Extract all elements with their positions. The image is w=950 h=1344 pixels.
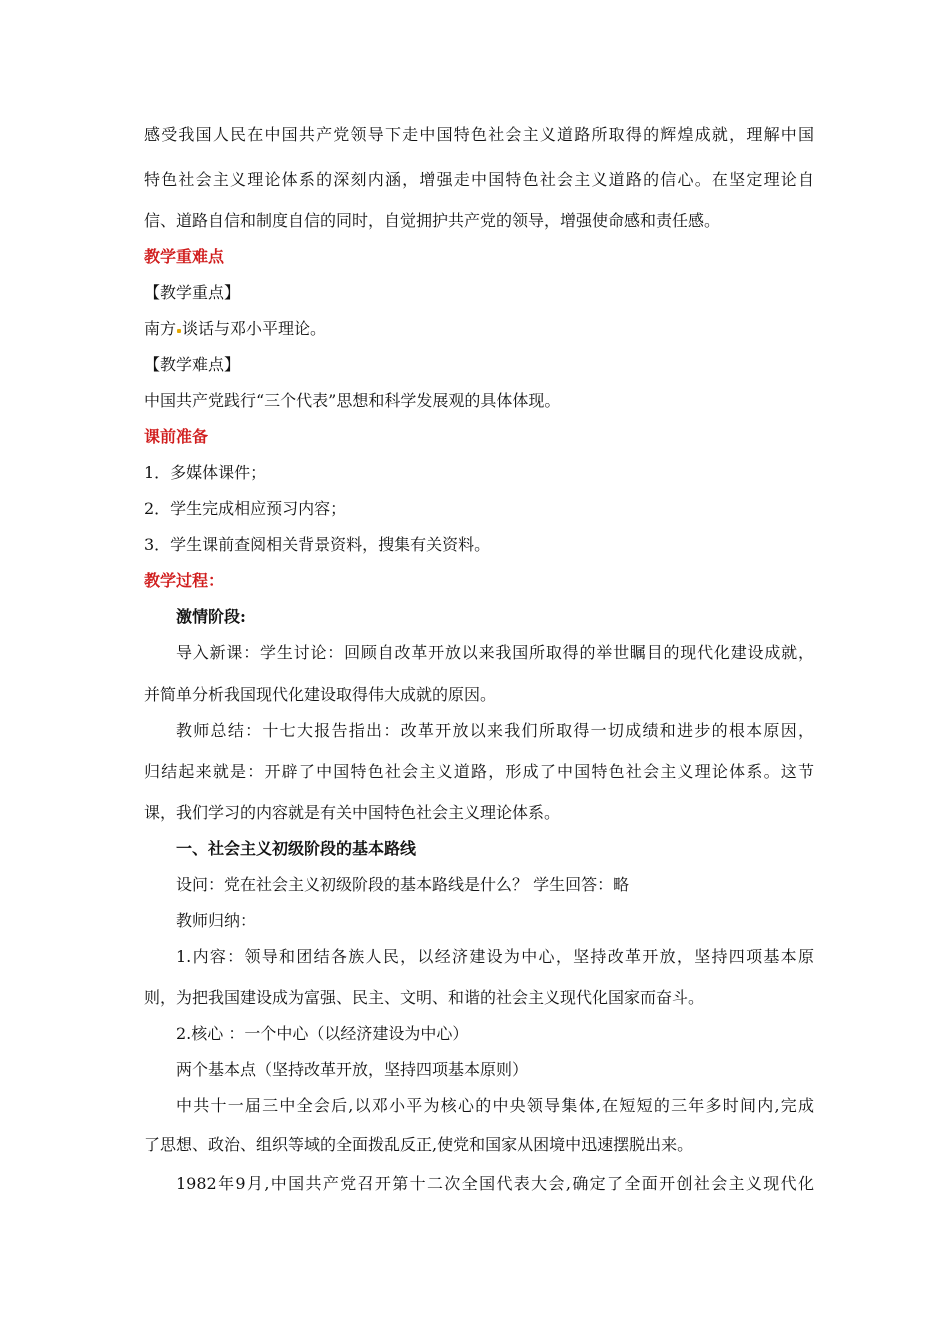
difficulty-text: 中国共产党践行“三个代表”思想和科学发展观的具体体现。 xyxy=(144,391,561,410)
heading-key-difficulties: 教学重难点 xyxy=(144,247,225,266)
focus-text-part: 南方 xyxy=(144,319,177,338)
heading-process: 教学过程： xyxy=(144,571,225,590)
history-line: 1982年9月,中国共产党召开第十二次全国代表大会,确定了全面开创社会主义现代化 xyxy=(176,1174,814,1193)
body-line: 信、道路自信和制度自信的同时，自觉拥护共产党的领导，增强使命感和责任感。 xyxy=(144,211,721,230)
stage-title: 激情阶段: xyxy=(176,607,246,626)
difficulty-label: 【教学难点】 xyxy=(144,355,241,374)
intro-line: 并简单分析我国现代化建设取得伟大成就的原因。 xyxy=(144,685,497,704)
focus-label: 【教学重点】 xyxy=(144,283,241,302)
core-line: 2.核心 ：一个中心（以经济建设为中心） xyxy=(176,1024,469,1043)
content-line: 则，为把我国建设成为富强、民主、文明、和谐的社会主义现代化国家而奋斗。 xyxy=(144,988,705,1007)
focus-text-part: 谈话与邓小平理论。 xyxy=(182,319,327,338)
mark-icon xyxy=(177,329,181,333)
prep-item: 2．学生完成相应预习内容； xyxy=(144,499,347,518)
prep-item: 3．学生课前查阅相关背景资料，搜集有关资料。 xyxy=(144,535,491,554)
teacher-summary-label: 教师归纳： xyxy=(176,911,257,930)
summary-line: 归结起来就是：开辟了中国特色社会主义道路，形成了中国特色社会主义理论体系。这节 xyxy=(144,762,814,781)
heading-preparation: 课前准备 xyxy=(144,427,209,446)
prep-item: 1．多媒体课件； xyxy=(144,463,267,482)
summary-line: 教师总结：十七大报告指出：改革开放以来我们所取得一切成绩和进步的根本原因， xyxy=(176,721,814,740)
content-line: 1.内容：领导和团结各族人民，以经济建设为中心，坚持改革开放，坚持四项基本原 xyxy=(176,947,814,966)
history-line: 中共十一届三中全会后,以邓小平为核心的中央领导集体,在短短的三年多时间内,完成 xyxy=(176,1096,814,1115)
body-line: 感受我国人民在中国共产党领导下走中国特色社会主义道路所取得的辉煌成就，理解中国 xyxy=(144,125,814,144)
history-line: 了思想、政治、组织等域的全面拨乱反正,使党和国家从困境中迅速摆脱出来。 xyxy=(144,1135,694,1154)
question-line: 设问：党在社会主义初级阶段的基本路线是什么？ 学生回答：略 xyxy=(176,875,630,894)
intro-line: 导入新课：学生讨论：回顾自改革开放以来我国所取得的举世瞩目的现代化建设成就， xyxy=(176,643,814,662)
body-line: 特色社会主义理论体系的深刻内涵，增强走中国特色社会主义道路的信心。在坚定理论自 xyxy=(144,170,814,189)
summary-line: 课，我们学习的内容就是有关中国特色社会主义理论体系。 xyxy=(144,803,561,822)
focus-text xyxy=(144,318,814,340)
section-title: 一、社会主义初级阶段的基本路线 xyxy=(176,839,417,858)
two-points-line: 两个基本点（坚持改革开放，坚持四项基本原则） xyxy=(176,1060,529,1079)
